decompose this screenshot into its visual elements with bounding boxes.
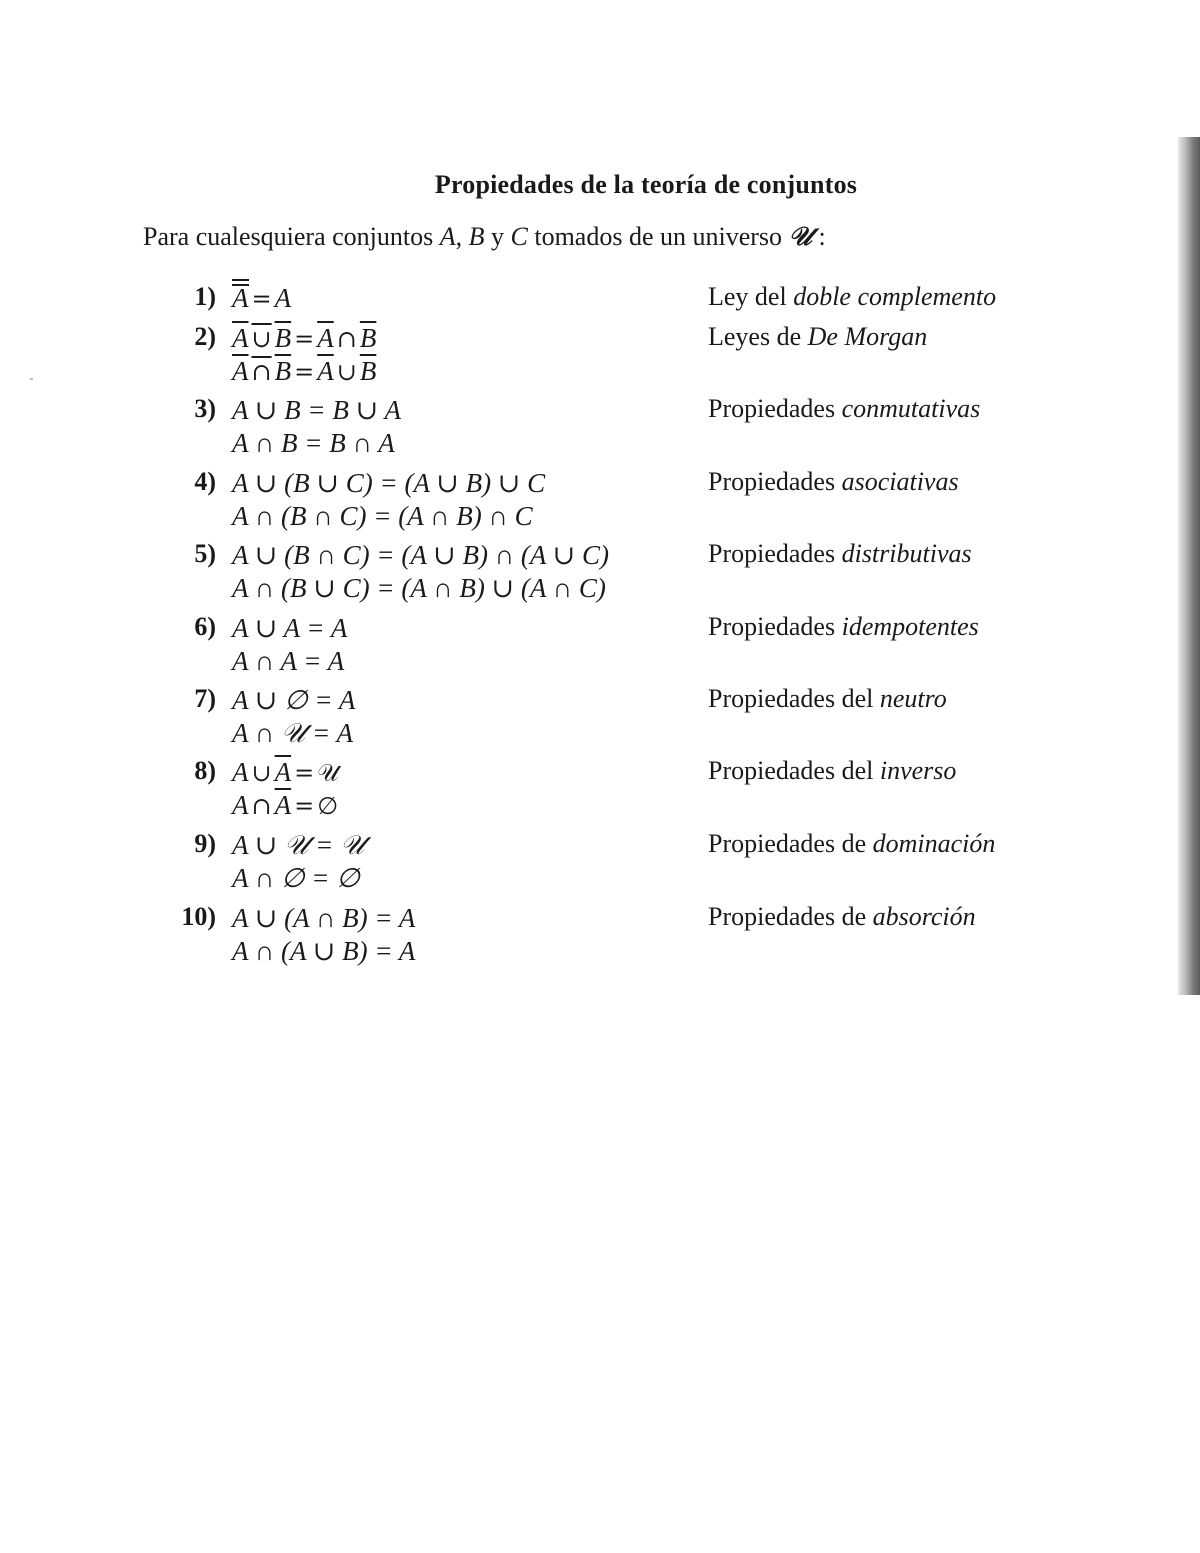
intro-sep1: , xyxy=(455,222,469,251)
property-name-italic: De Morgan xyxy=(807,322,928,351)
property-number: 1) xyxy=(194,282,216,311)
property-name-italic: idempotentes xyxy=(841,612,979,641)
intro-sep2: y xyxy=(484,222,511,251)
formula-line: A ∪ ∅ = A xyxy=(232,685,356,715)
property-name-italic: dominación xyxy=(872,829,996,858)
property-name-plain: Propiedades del xyxy=(708,756,880,785)
property-name xyxy=(708,756,956,786)
property-number: 8) xyxy=(194,756,216,785)
property-name xyxy=(708,467,959,497)
property-name-plain: Propiedades del xyxy=(708,684,880,713)
property-name-italic: doble complemento xyxy=(793,282,997,311)
formula-line: A ∩ (B ∩ C) = (A ∩ B) ∩ C xyxy=(232,501,533,531)
property-number: 5) xyxy=(194,539,216,568)
formula-p9 xyxy=(232,829,364,895)
property-name-plain: Propiedades xyxy=(708,394,842,423)
property-number: 2) xyxy=(194,322,216,351)
property-name xyxy=(708,902,976,932)
formula-line: A ∪ A = A xyxy=(232,613,348,643)
property-name-plain: Propiedades xyxy=(708,612,842,641)
formula-p4 xyxy=(232,467,545,533)
scanned-page-edge xyxy=(1178,137,1200,995)
property-name xyxy=(708,684,947,714)
property-number: 4) xyxy=(194,467,216,496)
intro-set-c: C xyxy=(510,222,528,251)
property-name-italic: inverso xyxy=(879,756,957,785)
property-name-plain: Propiedades xyxy=(708,539,842,568)
formula-line: A ∩ A = A xyxy=(232,646,345,676)
property-name xyxy=(708,829,995,859)
property-name-plain: Propiedades de xyxy=(708,902,873,931)
property-name-plain: Leyes de xyxy=(708,322,808,351)
universe-symbol: 𝒰 xyxy=(788,222,812,252)
formula-p2 xyxy=(232,322,376,388)
intro-prefix: Para cualesquiera conjuntos xyxy=(143,222,440,251)
formula-line: A ∪ (B ∩ C) = (A ∪ B) ∩ (A ∪ C) xyxy=(232,540,610,570)
formula-p10 xyxy=(232,902,415,968)
formula-line: A ∪ B = B ∪ A xyxy=(232,395,401,425)
formula-line: A ∩ (B ∪ C) = (A ∩ B) ∪ (A ∩ C) xyxy=(232,573,606,603)
property-name-plain: Ley del xyxy=(708,282,794,311)
formula-line: A ∪ (B ∪ C) = (A ∪ B) ∪ C xyxy=(232,468,546,498)
formula-line: A ∩ (A ∪ B) = A xyxy=(232,936,416,966)
scan-speck xyxy=(30,378,33,380)
intro-suffix: tomados de un universo xyxy=(527,222,789,251)
page-title: Propiedades de la teoría de conjuntos xyxy=(434,170,858,199)
property-name-italic: absorción xyxy=(872,902,976,931)
property-name-italic: asociativas xyxy=(841,467,959,496)
property-name xyxy=(708,322,927,352)
formula-line: A ∩ 𝒰 = A xyxy=(232,718,354,748)
formula-p6 xyxy=(232,612,347,678)
property-name-plain: Propiedades xyxy=(708,467,842,496)
property-name-italic: conmutativas xyxy=(841,394,981,423)
intro-set-b: B xyxy=(468,222,485,251)
formula-p3 xyxy=(232,394,401,460)
property-name xyxy=(708,394,980,424)
property-number: 9) xyxy=(194,829,216,858)
property-name xyxy=(708,282,996,312)
property-number: 10) xyxy=(181,902,216,931)
property-name xyxy=(708,539,972,569)
intro-colon: : xyxy=(811,222,826,251)
property-name xyxy=(708,612,979,642)
formula-line: A ∩ ∅ = ∅ xyxy=(232,863,360,893)
property-number: 7) xyxy=(194,684,216,713)
formula-line: A ∪ $B = \overline{A}$ ∩ $\overline{B}$ xyxy=(232,323,377,353)
formula-line: A ∪ 𝒰 = 𝒰 xyxy=(232,830,365,860)
property-number: 6) xyxy=(194,612,216,641)
property-number: 3) xyxy=(194,394,216,423)
property-name-plain: Propiedades de xyxy=(708,829,873,858)
formula-p5 xyxy=(232,539,609,605)
formula-line: A = A xyxy=(232,283,292,313)
formula-line: A ∩ $B = \overline{A}$ ∪ $\overline{B}$ xyxy=(232,356,377,386)
intro-sentence xyxy=(143,222,826,253)
formula-p7 xyxy=(232,684,355,750)
formula-line: A ∪ $\overline{A}$ = 𝒰 xyxy=(232,757,339,787)
intro-set-a: A xyxy=(439,222,456,251)
formula-line: A ∪ (A ∩ B) = A xyxy=(232,903,416,933)
property-name-italic: neutro xyxy=(879,684,947,713)
formula-p1 xyxy=(232,282,291,315)
property-name-italic: distributivas xyxy=(841,539,972,568)
formula-line: A ∩ B = B ∩ A xyxy=(232,428,395,458)
formula-p8 xyxy=(232,756,339,822)
formula-line: A ∩ $\overline{A}$ = ∅ xyxy=(232,790,339,820)
